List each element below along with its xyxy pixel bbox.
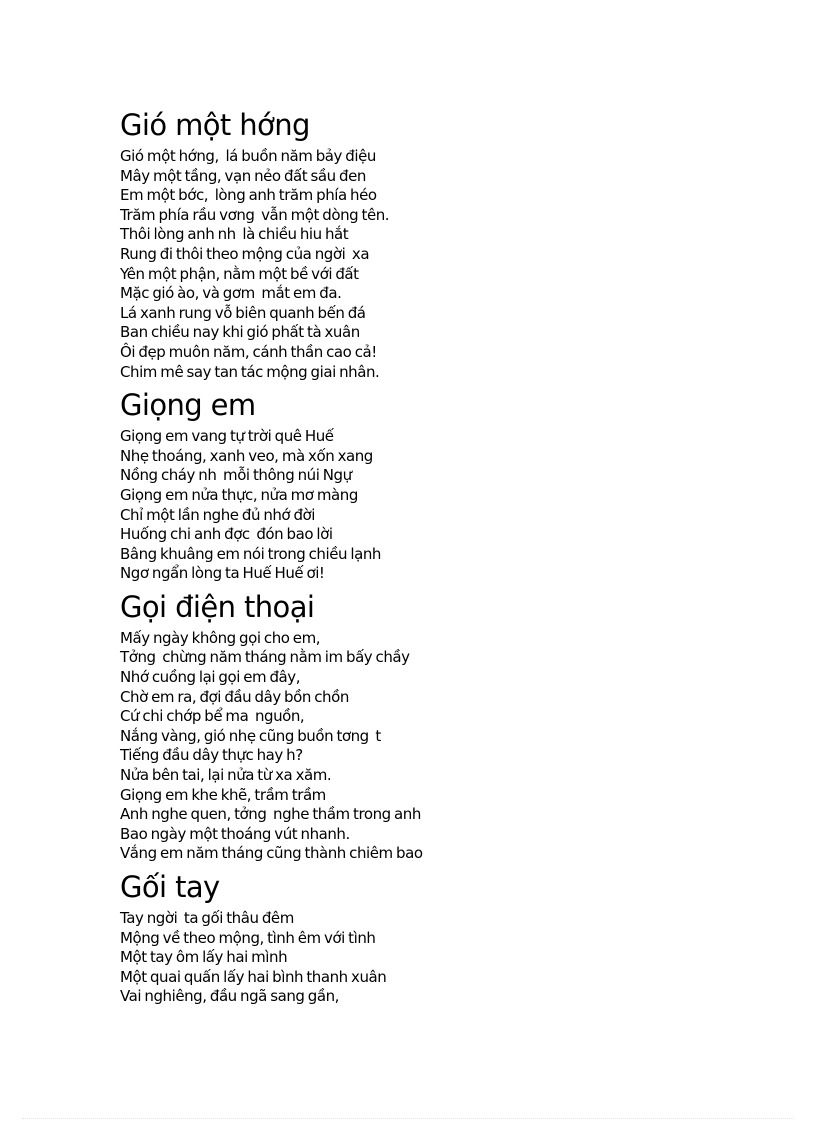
- poem-lines: [120, 147, 740, 382]
- poem-goi-tay: [120, 865, 740, 1007]
- poem-line: Một quai quấn lấy hai bình thanh xuân: [120, 967, 387, 986]
- poem-line: Nhớ cuồng lại gọi em đây,: [120, 668, 301, 687]
- poem-line: Nhẹ thoáng, xanh veo, mà xốn xang: [120, 446, 373, 465]
- poem-line: Bao ngày một thoáng vút nhanh.: [120, 824, 350, 843]
- poem-line: Vắng em năm tháng cũng thành chiêm bao: [120, 844, 423, 863]
- poem-line: Giọng em nửa thực, nửa mơ màng: [120, 485, 358, 504]
- poem-line: Mộng về theo mộng, tình êm với tình: [120, 928, 376, 947]
- poem-line: Trăm phía rầu vơng vẫn một dòng tên.: [120, 205, 390, 224]
- poem-goi-dien-thoai: [120, 585, 740, 864]
- poem-line: Gió một hớng, lá buồn năm bảy điệu: [120, 147, 376, 165]
- poem-line: Nắng vàng, gió nhẹ cũng buồn tơng t: [120, 726, 381, 745]
- poem-line: Ban chiều nay khi gió phất tà xuân: [120, 323, 360, 342]
- poem-line: Mấy ngày không gọi cho em,: [120, 628, 321, 647]
- poem-line: Chỉ một lần nghe đủ nhớ đời: [120, 505, 315, 524]
- poem-line: Vai nghiêng, đầu ngã sang gần,: [120, 987, 339, 1006]
- poem-giong-em: [120, 383, 740, 584]
- poem-title: Giọng em: [120, 388, 256, 423]
- poem-line: Chờ em ra, đợi đầu dây bồn chồn: [120, 687, 349, 706]
- poem-line: Nồng cháy nh mỗi thông núi Ngự: [120, 466, 352, 485]
- poem-title: Gió một hớng: [120, 108, 310, 142]
- document-page: [120, 103, 740, 1007]
- poem-line: Lá xanh rung vỗ biên quanh bến đá: [120, 303, 366, 322]
- poem-line: Thôi lòng anh nh là chiều hiu hắt: [120, 225, 349, 244]
- poem-line: Rung đi thôi theo mộng của ngời xa: [120, 244, 370, 263]
- poem-line: Cứ chi chớp bể ma nguồn,: [120, 707, 305, 726]
- poem-line: Tay ngời ta gối thâu đêm: [120, 909, 294, 927]
- poem-lines: [120, 629, 740, 864]
- poem-line: Ngơ ngẩn lòng ta Huế Huế ơi!: [120, 564, 325, 583]
- poem-line: Em một bớc, lòng anh trăm phía héo: [120, 186, 377, 205]
- poem-title: Gọi điện thoại: [120, 589, 315, 624]
- poem-line: Giọng em vang tự trời quê Huế: [120, 427, 334, 446]
- poem-line: Tởng chừng năm tháng nằm im bấy chầy: [120, 648, 410, 667]
- poem-lines: [120, 909, 740, 1007]
- poem-line: Chim mê say tan tác mộng giai nhân.: [120, 362, 380, 381]
- poem-line: Tiếng đầu dây thực hay h?: [120, 746, 303, 765]
- poem-line: Nửa bên tai, lại nửa từ xa xăm.: [120, 766, 332, 785]
- poem-line: Huống chi anh đợc đón bao lời: [120, 525, 333, 544]
- poem-gio-mot-hong: [120, 103, 740, 382]
- poem-title: Gối tay: [120, 870, 220, 904]
- page-bottom-divider: [22, 1118, 794, 1119]
- poem-line: Mặc gió ào, và gơm mắt em đa.: [120, 284, 342, 303]
- poem-line: Bâng khuâng em nói trong chiều lạnh: [120, 544, 381, 563]
- poem-line: Mây một tầng, vạn nẻo đất sầu đen: [120, 166, 366, 185]
- poem-line: Ôi đẹp muôn năm, cánh thần cao cả!: [120, 342, 377, 361]
- poem-line: Anh nghe quen, tởng nghe thầm trong anh: [120, 805, 421, 824]
- poem-line: Một tay ôm lấy hai mình: [120, 948, 288, 967]
- poem-line: Yên một phận, nằm một bề với đất: [120, 264, 359, 283]
- poem-lines: [120, 427, 740, 584]
- poem-line: Giọng em khe khẽ, trầm trầm: [120, 785, 326, 804]
